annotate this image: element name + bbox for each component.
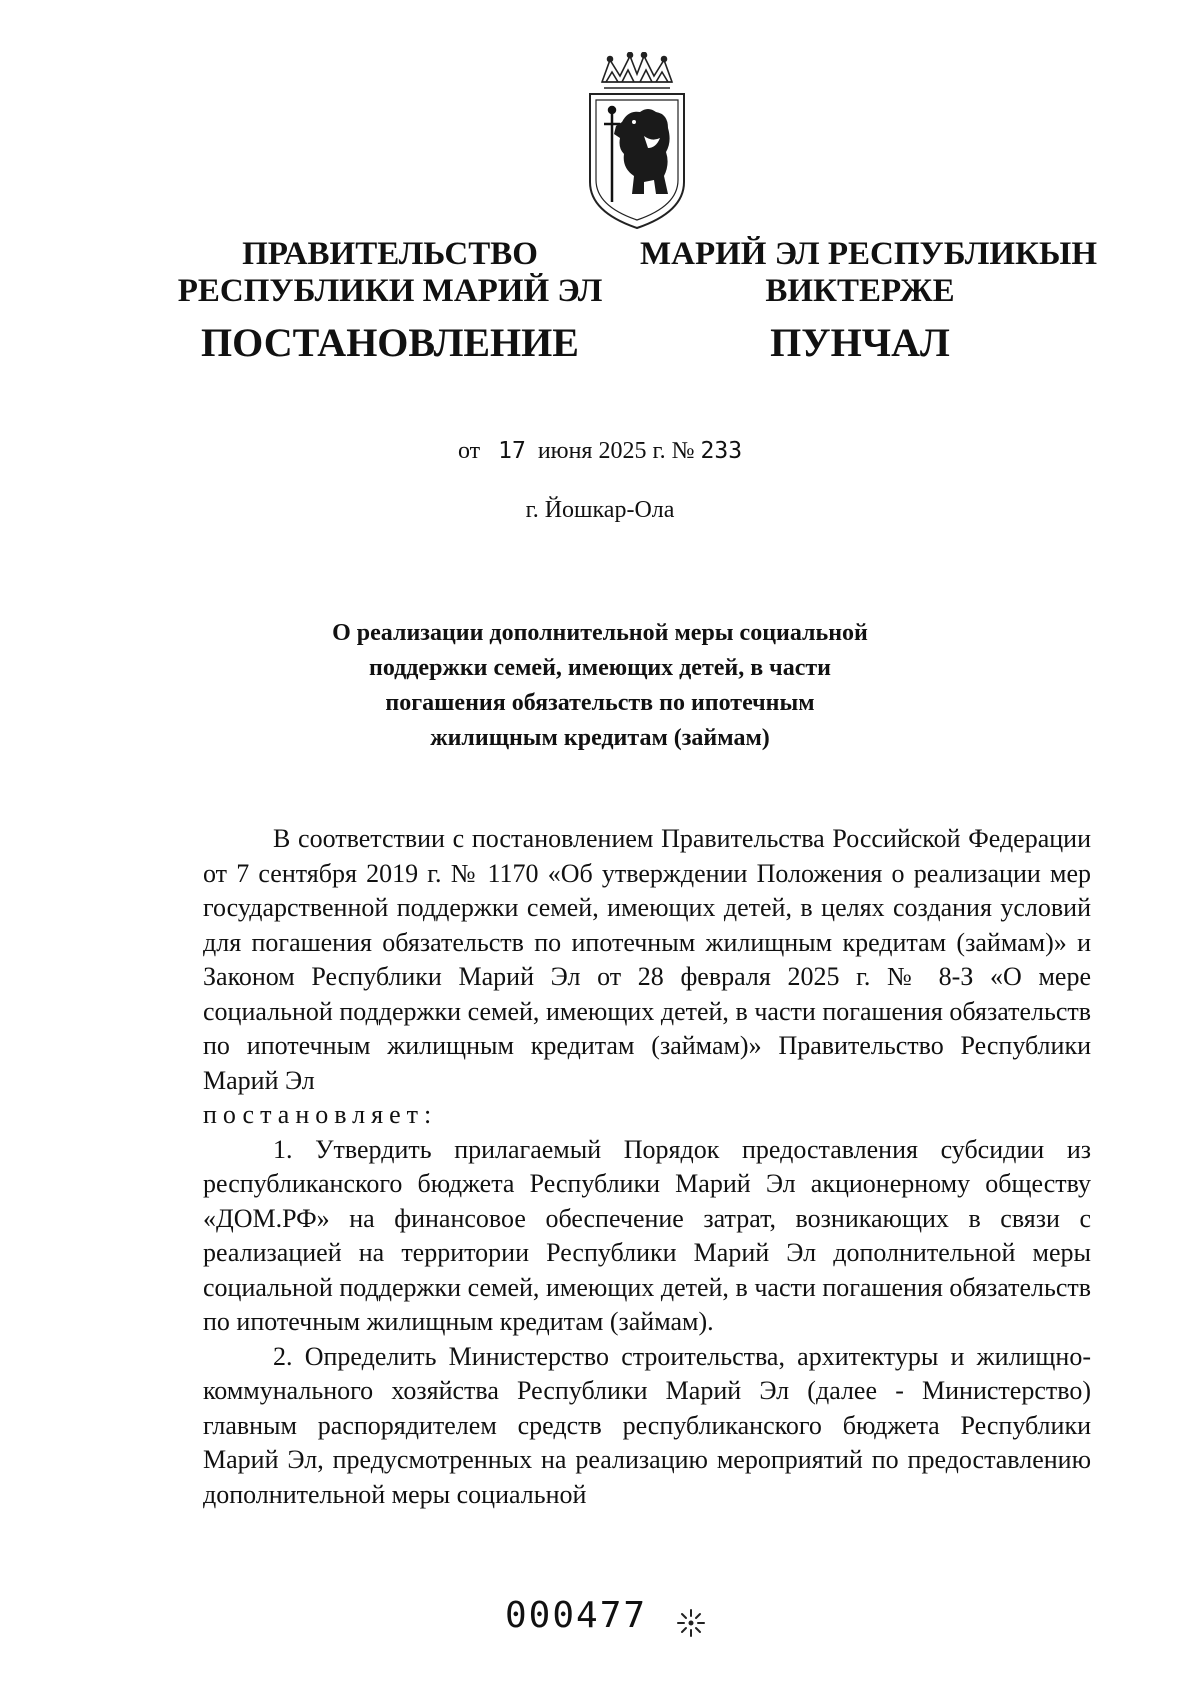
item-2-paragraph: 2. Определить Министерство строительства, архитектуры и жилищно-коммунального хозяйства Республики Марий Эл (далее - Министерство) главным распорядителем средств республиканского бюджета Республики Марий Эл, предусмотренных на реализацию мероприятий по предоставлению дополнительной меры социальной [203, 1341, 1091, 1509]
document-body [203, 822, 1091, 1512]
date-month-year: июня 2025 г. № [537, 438, 695, 464]
serial-number: 000477 [505, 1595, 648, 1636]
title-line: О реализации дополнительной меры социальной [332, 620, 868, 646]
title-line: погашения обязательств по ипотечным [385, 690, 815, 716]
decree-word: постановляет: [203, 1100, 438, 1129]
date-day: 17 [498, 438, 526, 464]
date-line [0, 438, 1200, 465]
doc-type-mari: ПУНЧАЛ [770, 320, 950, 365]
document-number: 233 [700, 438, 743, 464]
org-name-russian-line1: ПРАВИТЕЛЬСТВО [242, 236, 538, 272]
city-line: г. Йошкар-Ола [525, 497, 675, 523]
org-name-russian-line2: РЕСПУБЛИКИ МАРИЙ ЭЛ [177, 273, 603, 309]
asterisk-mark-icon [675, 1607, 707, 1639]
date-prefix: от [457, 438, 481, 464]
item-1-paragraph: 1. Утвердить прилагаемый Порядок предоставления субсидии из республиканского бюджета Республики Марий Эл акционерному обществу «ДОМ.РФ» на финансовое обеспечение затрат, возникающих в связи с реализацией на территории Республики Марий Эл дополнительной меры социальной поддержки семей, имеющих детей, в части погашения обязательств по ипотечным жилищным кредитам (займам). [203, 1134, 1091, 1336]
title-line: жилищным кредитам (займам) [430, 725, 770, 751]
intro-paragraph: В соответствии с постановлением Правительства Российской Федерации от 7 сентября 2019 г. № 1170 «Об утверждении Положения о реализации мер государственной поддержки семей, имеющих детей, в целях создания условий для погашения обязательств по ипотечным жилищным кредитам (займам)» и Законом Республики Марий Эл от 28 февраля 2025 г. № 8-З «О мере социальной поддержки семей, имеющих детей, в части погашения обязательств по ипотечным жилищным кредитам (займам)» Правительство Республики Марий Эл [203, 824, 1091, 1095]
org-name-mari-line1: МАРИЙ ЭЛ РЕСПУБЛИКЫН [640, 236, 1098, 272]
coat-of-arms-emblem [582, 52, 692, 232]
document-title [250, 616, 950, 756]
doc-type-russian: ПОСТАНОВЛЕНИЕ [201, 320, 579, 365]
title-line: поддержки семей, имеющих детей, в части [369, 655, 831, 681]
org-name-mari-line2: ВИКТЕРЖЕ [765, 273, 955, 309]
